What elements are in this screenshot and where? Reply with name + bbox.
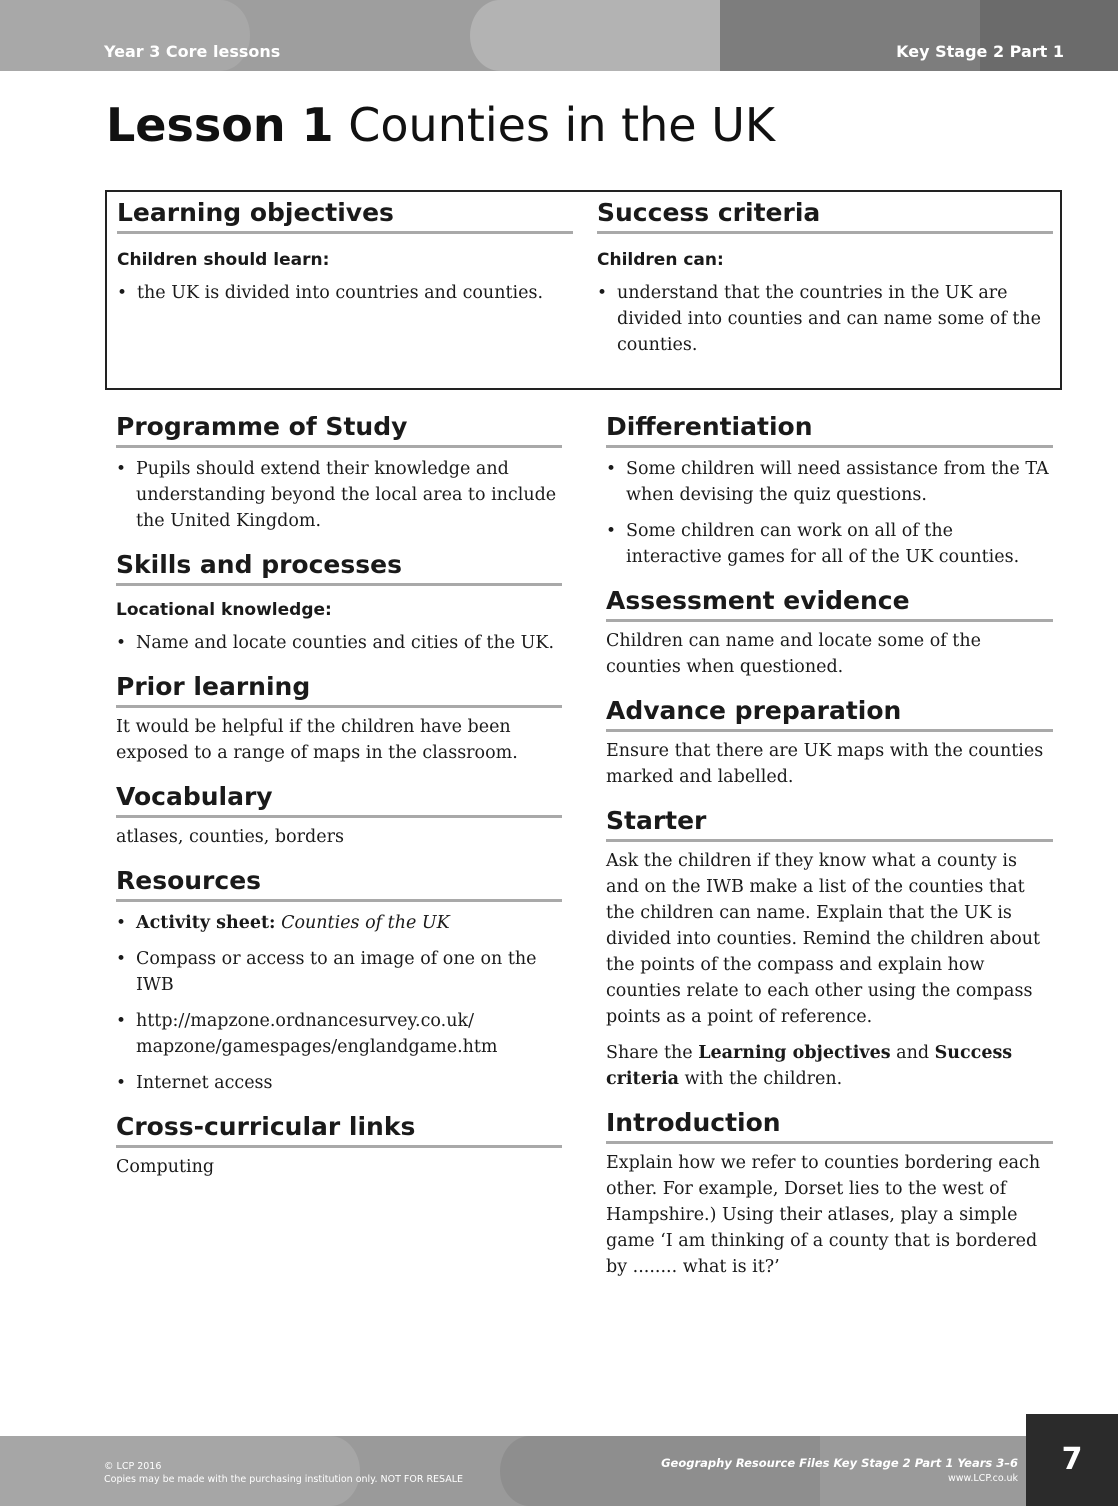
share-success-criteria: Success criteria [606, 1043, 1013, 1089]
differentiation [606, 412, 1053, 570]
assessment-evidence [606, 586, 1053, 680]
list-item: • http://mapzone.ordnancesurvey.co.uk/ mapzone/gamespages/englandgame.htm [116, 1008, 562, 1060]
list-item: • Compass or access to an image of one on the IWB [116, 946, 562, 998]
success-criteria-list [597, 280, 1053, 358]
skills-and-processes [116, 550, 562, 656]
footer-series [661, 1456, 1018, 1484]
advance-preparation [606, 696, 1053, 790]
learning-objectives-sub: Children should learn: [117, 250, 330, 270]
prior-learning-heading: Prior learning [116, 672, 562, 708]
activity-sheet-title: Counties of the UK [281, 913, 450, 933]
left-column [116, 412, 562, 1196]
starter-text: Ask the children if they know what a county is and on the IWB make a list of the counties that the children can name. Explain that the UK is divided into counties. Remind the children about the points of the compass and explain how counties relate to each other using the compass points as a point of reference. [606, 851, 1041, 1027]
cross-curricular-text: Computing [116, 1157, 215, 1177]
objectives-box [105, 190, 1062, 390]
starter-share-text [606, 1040, 1053, 1092]
vocabulary-heading: Vocabulary [116, 782, 562, 818]
introduction-text: Explain how we refer to counties bordering each other. For example, Dorset lies to the west of Hampshire.) Using their atlases, play a simple game ‘I am thinking of a county that is bordered by ........ what is it?’ [606, 1153, 1041, 1277]
success-criteria-sub: Children can: [597, 250, 724, 270]
learning-objectives-list [117, 280, 573, 306]
page-number: 7 [1026, 1414, 1118, 1506]
skills-list [116, 630, 562, 656]
publisher-url: www.LCP.co.uk [947, 1473, 1018, 1484]
list-item: • understand that the countries in the UK are divided into counties and can name some of the counties. [597, 280, 1053, 358]
share-prefix: Share the [606, 1043, 693, 1063]
skills-heading: Skills and processes [116, 550, 562, 586]
copyright-text: © LCP 2016 [104, 1461, 162, 1472]
page-title [106, 98, 775, 152]
series-title: Geography Resource Files Key Stage 2 Part 1 Years 3–6 [661, 1456, 1018, 1470]
programme-of-study [116, 412, 562, 534]
cross-curricular-heading: Cross-curricular links [116, 1112, 562, 1148]
prior-learning [116, 672, 562, 766]
share-and: and [896, 1043, 930, 1063]
learning-objectives [117, 198, 573, 316]
starter-heading: Starter [606, 806, 1053, 842]
share-learning-objectives: Learning objectives [698, 1043, 891, 1063]
header-section-label: Year 3 Core lessons [104, 42, 281, 61]
advance-heading: Advance preparation [606, 696, 1053, 732]
programme-heading: Programme of Study [116, 412, 562, 448]
list-item: • Name and locate counties and cities of the UK. [116, 630, 562, 656]
success-criteria [597, 198, 1053, 368]
header-band [0, 0, 1118, 71]
vocabulary-text: atlases, counties, borders [116, 827, 344, 847]
list-item [116, 910, 562, 936]
skills-sub: Locational knowledge: [116, 600, 332, 620]
lesson-topic: Counties in the UK [348, 98, 776, 152]
list-item: • Pupils should extend their knowledge and understanding beyond the local area to include the United Kingdom. [116, 456, 562, 534]
vocabulary [116, 782, 562, 850]
list-item: • Some children will need assistance from the TA when devising the quiz questions. [606, 456, 1053, 508]
share-suffix: with the children. [684, 1069, 843, 1089]
assessment-text: Children can name and locate some of the counties when questioned. [606, 631, 981, 677]
list-item: • Some children can work on all of the interactive games for all of the UK counties. [606, 518, 1053, 570]
list-item: • the UK is divided into countries and counties. [117, 280, 573, 306]
right-column [606, 412, 1053, 1296]
resources-heading: Resources [116, 866, 562, 902]
resources [116, 866, 562, 1096]
advance-text: Ensure that there are UK maps with the counties marked and labelled. [606, 741, 1044, 787]
starter [606, 806, 1053, 1092]
copy-notice: Copies may be made with the purchasing institution only. NOT FOR RESALE [104, 1474, 464, 1485]
differentiation-heading: Differentiation [606, 412, 1053, 448]
success-criteria-heading: Success criteria [597, 198, 1053, 234]
header-stage-label: Key Stage 2 Part 1 [896, 42, 1064, 61]
assessment-heading: Assessment evidence [606, 586, 1053, 622]
footer-copyright [104, 1460, 463, 1486]
introduction [606, 1108, 1053, 1280]
cross-curricular-links [116, 1112, 562, 1180]
prior-learning-text: It would be helpful if the children have been exposed to a range of maps in the classroom. [116, 717, 518, 763]
introduction-heading: Introduction [606, 1108, 1053, 1144]
lesson-number: Lesson 1 [106, 98, 334, 152]
resources-list [116, 910, 562, 1096]
list-item: • Internet access [116, 1070, 562, 1096]
learning-objectives-heading: Learning objectives [117, 198, 573, 234]
footer-band [0, 1436, 1118, 1506]
activity-sheet-label: Activity sheet: [136, 913, 276, 933]
differentiation-list [606, 456, 1053, 570]
programme-list [116, 456, 562, 534]
